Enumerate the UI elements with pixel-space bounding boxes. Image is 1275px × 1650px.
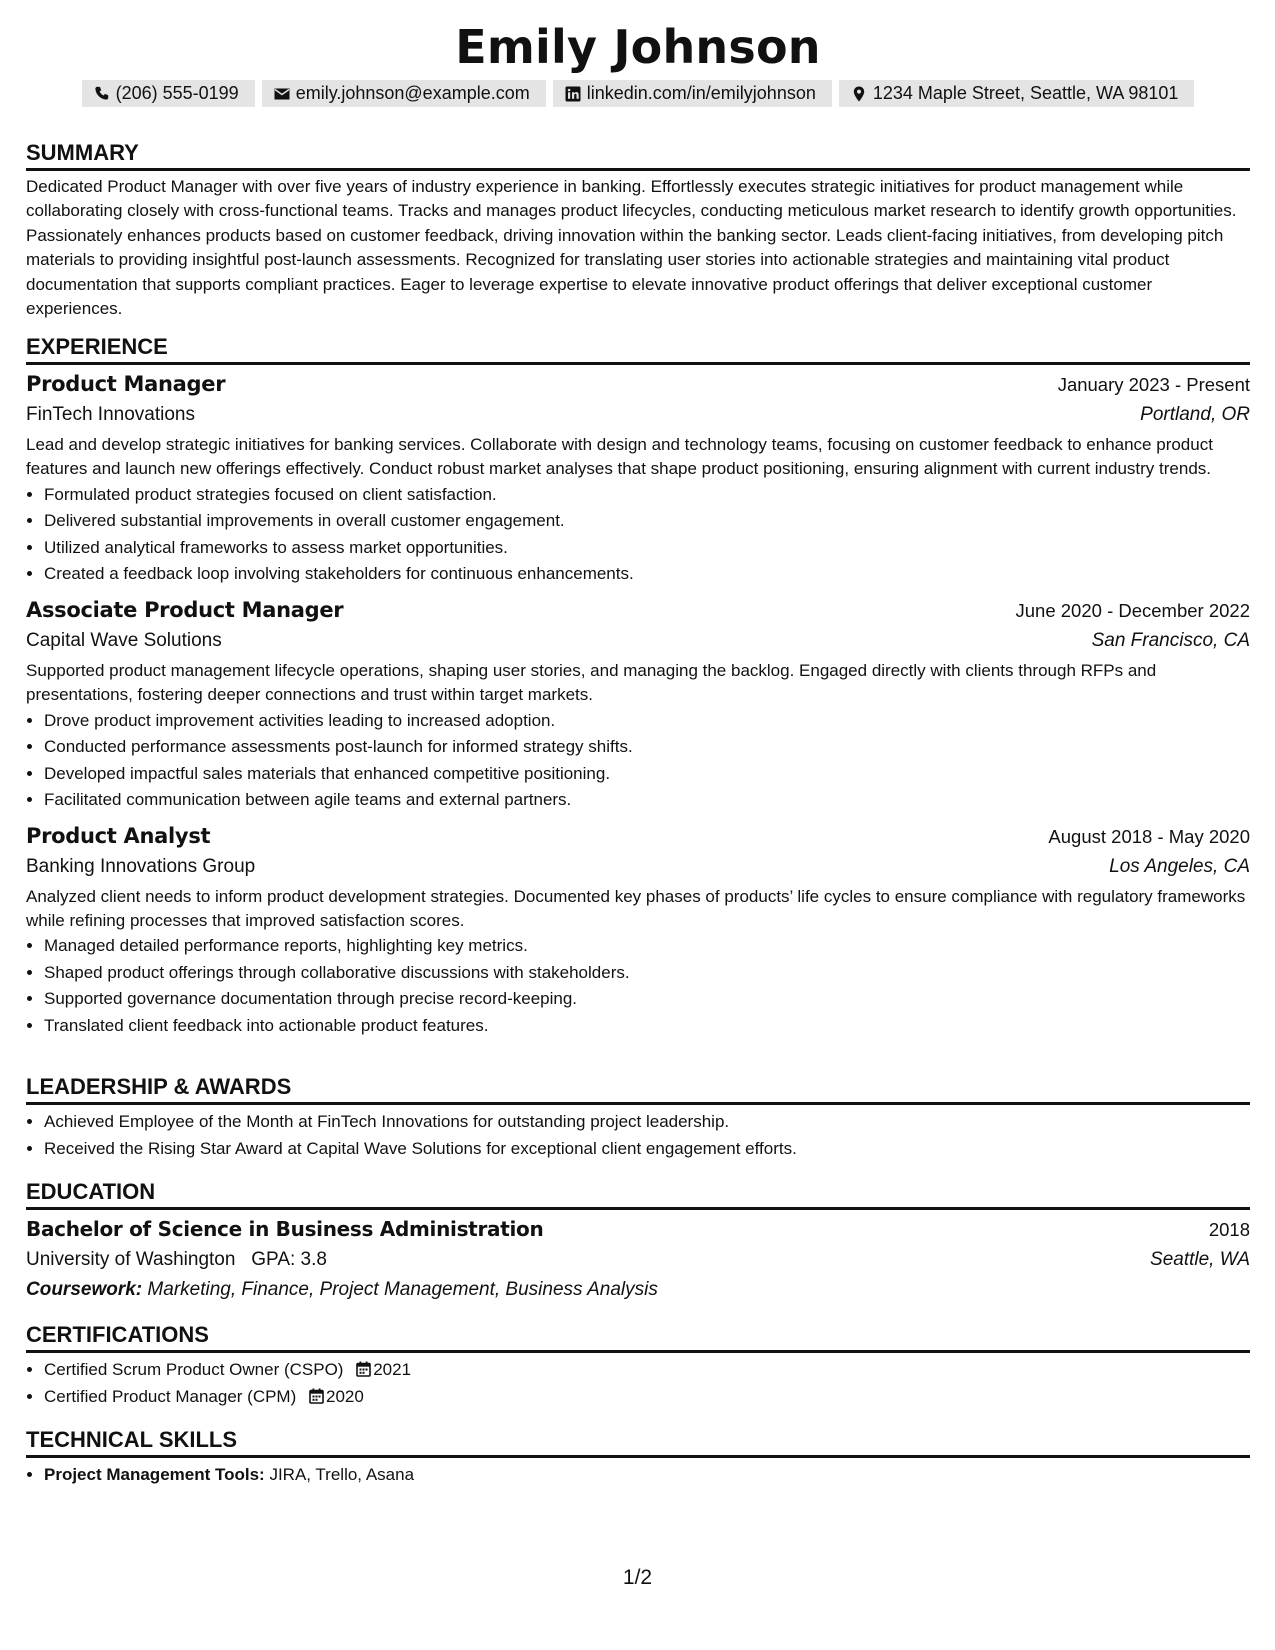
list-item: • Shaped product offerings through collaborative discussions with stakeholders. xyxy=(44,960,1250,987)
certifications-list xyxy=(26,1357,1250,1410)
list-item: • Conducted performance assessments post-launch for informed strategy shifts. xyxy=(44,734,1250,761)
job-bullets xyxy=(26,708,1250,814)
job-bullets xyxy=(26,933,1250,1039)
list-item xyxy=(44,1357,1250,1384)
list-item: • Facilitated communication between agile teams and external partners. xyxy=(44,787,1250,814)
job-entry xyxy=(26,821,1250,1040)
school-location: Seattle, WA xyxy=(1150,1249,1250,1270)
skills-list xyxy=(26,1462,1250,1489)
certification-name: Certified Scrum Product Owner (CSPO) xyxy=(44,1360,344,1379)
list-item: • Delivered substantial improvements in overall customer engagement. xyxy=(44,508,1250,535)
job-dates: June 2020 - December 2022 xyxy=(1015,599,1250,621)
job-location: Los Angeles, CA xyxy=(1109,855,1250,877)
coursework-list: Marketing, Finance, Project Management, Business Analysis xyxy=(147,1279,658,1300)
job-entry xyxy=(26,369,1250,588)
contact-bar xyxy=(26,80,1250,107)
job-dates: August 2018 - May 2020 xyxy=(1048,825,1250,847)
address-chip[interactable] xyxy=(839,80,1195,107)
list-item: • Received the Rising Star Award at Capital Wave Solutions for exceptional client engagement efforts. xyxy=(44,1136,1250,1163)
coursework-line xyxy=(26,1275,1250,1305)
linkedin-chip[interactable] xyxy=(553,80,832,107)
phone-icon xyxy=(94,86,110,102)
address-text: 1234 Maple Street, Seattle, WA 98101 xyxy=(872,83,1179,103)
candidate-name: Emily Johnson xyxy=(455,20,821,74)
school-line xyxy=(26,1245,327,1275)
job-company: Capital Wave Solutions xyxy=(26,629,222,651)
list-item xyxy=(44,1462,1250,1489)
list-item: • Achieved Employee of the Month at FinTech Innovations for outstanding project leadership. xyxy=(44,1109,1250,1136)
summary-heading: SUMMARY xyxy=(26,139,1250,171)
page-number: 1/2 xyxy=(622,1566,653,1589)
linkedin-icon xyxy=(565,86,581,102)
phone-chip[interactable] xyxy=(82,80,255,107)
list-item: • Supported governance documentation through precise record-keeping. xyxy=(44,986,1250,1013)
leadership-list xyxy=(26,1109,1250,1162)
phone-text: (206) 555-0199 xyxy=(115,83,239,103)
calendar-icon xyxy=(356,1361,371,1377)
job-title: Associate Product Manager xyxy=(26,597,344,622)
list-item: • Utilized analytical frameworks to assess market opportunities. xyxy=(44,535,1250,562)
linkedin-text: linkedin.com/in/emilyjohnson xyxy=(586,83,816,103)
leadership-section xyxy=(26,1073,1250,1162)
graduation-year: 2018 xyxy=(1208,1219,1250,1240)
job-title: Product Analyst xyxy=(26,823,211,848)
leadership-heading: LEADERSHIP & AWARDS xyxy=(26,1073,1250,1105)
gpa: GPA: 3.8 xyxy=(251,1249,327,1270)
list-item: • Drove product improvement activities leading to increased adoption. xyxy=(44,708,1250,735)
skills-heading: TECHNICAL SKILLS xyxy=(26,1426,1250,1458)
experience-section xyxy=(26,333,1250,1039)
job-description: Supported product management lifecycle operations, shaping user stories, and managing the backlog. Engaged directly with clients through RFPs and presentations, fostering deeper connections and trust within target markets. xyxy=(26,660,1157,705)
email-text: emily.johnson@example.com xyxy=(295,83,530,103)
experience-heading: EXPERIENCE xyxy=(26,333,1250,365)
skill-value: JIRA, Trello, Asana xyxy=(269,1465,415,1484)
job-description: Lead and develop strategic initiatives for banking services. Collaborate with design and technology teams, focusing on customer feedback to enhance product features and launch new offerings effectively. Conduct robust market analyses that shape product positioning, ensuring alignment with current industry trends. xyxy=(26,435,1213,479)
job-location: San Francisco, CA xyxy=(1091,629,1250,651)
map-pin-icon xyxy=(851,86,867,102)
job-bullets xyxy=(26,482,1250,588)
skills-section xyxy=(26,1426,1250,1489)
certifications-heading: CERTIFICATIONS xyxy=(26,1321,1250,1353)
list-item xyxy=(44,1384,1250,1411)
list-item: • Translated client feedback into actionable product features. xyxy=(44,1013,1250,1040)
email-chip[interactable] xyxy=(262,80,546,107)
summary-section xyxy=(26,139,1250,321)
skill-label: Project Management Tools: xyxy=(44,1465,265,1484)
list-item: • Developed impactful sales materials that enhanced competitive positioning. xyxy=(44,761,1250,788)
degree-title: Bachelor of Science in Business Administration xyxy=(26,1217,544,1241)
job-title: Product Manager xyxy=(26,372,226,396)
job-entry xyxy=(26,595,1250,814)
certification-year: 2021 xyxy=(373,1360,412,1379)
calendar-icon xyxy=(309,1388,324,1404)
education-heading: EDUCATION xyxy=(26,1178,1250,1210)
envelope-icon xyxy=(274,86,290,102)
job-company: Banking Innovations Group xyxy=(26,855,256,877)
coursework-label: Coursework: xyxy=(26,1279,143,1300)
school-name: University of Washington xyxy=(26,1249,236,1270)
job-company: FinTech Innovations xyxy=(26,404,195,425)
certification-name: Certified Product Manager (CPM) xyxy=(44,1386,297,1406)
list-item: • Managed detailed performance reports, highlighting key metrics. xyxy=(44,933,1250,960)
education-section xyxy=(26,1178,1250,1305)
job-location: Portland, OR xyxy=(1140,404,1250,425)
list-item: • Created a feedback loop involving stakeholders for continuous enhancements. xyxy=(44,561,1250,588)
job-dates: January 2023 - Present xyxy=(1057,374,1250,395)
certification-year: 2020 xyxy=(326,1386,364,1406)
job-description: Analyzed client needs to inform product development strategies. Documented key phases of products’ life cycles to ensure compliance with regulatory frameworks while refining processes that improved satisfaction scores. xyxy=(26,886,1246,931)
summary-text: Dedicated Product Manager with over five years of industry experience in banking. Effortlessly executes strategic initiatives for product management while collaborating closely with cross-functional teams. Tracks and manages product lifecycles, conducting meticulous market research to identify growth opportunities. Passionately enhances products based on customer feedback, driving innovation within the banking sector. Leads client-facing initiatives, from developing pitch materials to providing insightful post-launch assessments. Recognized for translating user stories into actionable strategies and maintaining vital product documentation that supports compliant practices. Eager to leverage expertise to elevate innovative product offerings that deliver exceptional customer experiences. xyxy=(26,177,1237,319)
list-item: • Formulated product strategies focused on client satisfaction. xyxy=(44,482,1250,509)
certifications-section xyxy=(26,1321,1250,1410)
